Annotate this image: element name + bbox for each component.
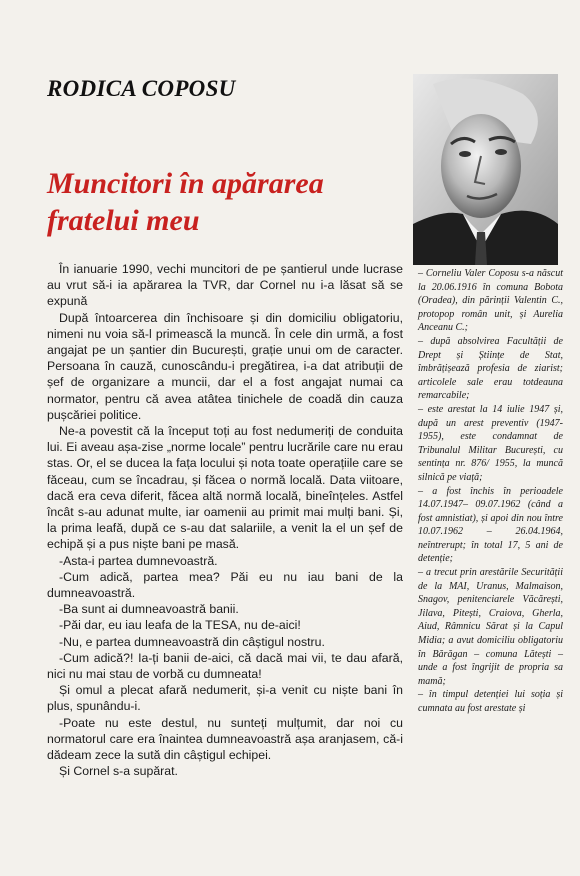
- caption-item: – a fost închis în perioadele 14.07.1947– 09.07.1962 (când a fost amnistiat), și apoi din nou între 10.07.1962 – 26.04.1964, neîntrerupt; în total 17, 5 ani de detenție;: [418, 485, 563, 565]
- dialogue-line: -Păi dar, eu iau leafa de la TESA, nu de-aici!: [59, 618, 301, 633]
- caption-item: – după absolvirea Facultății de Drept și Științe de Stat, îmbrățișează profesia de ziarist; articolele sale erau totdeauna remarcabile;: [418, 335, 563, 402]
- caption-item: – a trecut prin arestările Securității de la MAI, Uranus, Malmaison, Snagov, penitenciarele Văcărești, Jilava, Pitești, Craiova, Gherla, Aiud, Râmnicu Sărat și la Capul Midia; a avut domiciliu obligatoriu în Bărăgan – comuna Lătești – unde a fost îngrijit de propria sa mamă;: [418, 567, 563, 687]
- dialogue-line: -Cum adică, partea mea? Păi eu nu iau bani de la dumneavoastră.: [47, 569, 403, 601]
- article-author: RODICA COPOSU: [47, 76, 236, 101]
- body-paragraph: Și omul a plecat afară nedumerit, și-a venit cu niște bani în plus, spunându-i.: [47, 683, 403, 714]
- caption-item: – este arestat la 14 iulie 1947 și, după un arest preventiv (1947-1955), este condamnat de Tribunalul Militar București, cu sentința nr. 876/ 1955, la muncă silnică pe viață;: [418, 403, 563, 483]
- body-paragraph: În ianuarie 1990, vechi muncitori de pe șantierul unde lucrase au vrut să-i ia apărarea la TVR, dar Cornel nu i-a lăsat să se expună: [47, 262, 403, 309]
- dialogue-line: -Poate nu este destul, nu sunteți mulțumit, dar noi cu normatorul care era înaintea dumneavoastră așa aranjasem, că-i dădeam zece la sută din câștigul echipei.: [47, 715, 403, 763]
- title-line-2: fratelui meu: [47, 204, 200, 237]
- dialogue-line: -Asta-i partea dumnevoastră.: [59, 553, 218, 568]
- article-title: [47, 165, 387, 239]
- caption-item: – în timpul detenției lui soția și cumnata au fost arestate și: [418, 689, 563, 714]
- portrait-photo: [413, 74, 558, 265]
- body-paragraph: După întoarcerea din închisoare și din domiciliu obligatoriu, nimeni nu voia să-l primească la muncă. În cele din urmă, a fost angajat pe un șantier din București, grație unui om de caracter. Persoana în cauză, cunoscându-i pregătirea, i-a dat atribuții de șef de organizare a muncii, dar el a fost angajat numai ca normator, pentru că avea atâtea tinichele de coadă din cauza pușcăriei politice.: [47, 310, 403, 422]
- biography-caption: [418, 267, 563, 716]
- dialogue-line: -Nu, e partea dumneavoastră din câștigul nostru.: [59, 634, 325, 649]
- title-line-1: Muncitori în apărarea: [47, 167, 324, 200]
- body-paragraph: Și Cornel s-a supărat.: [59, 764, 178, 779]
- body-paragraph: Ne-a povestit că la început toți au fost nedumeriți de conduita lui. Ei aveau așa-zise „norme locale” pentru lucrările care nu erau stas. Or, el se ducea la fața locului și nota toate operațiile care se făceau, cum se încadrau, și făcea o normă locală. Data viitoare, dacă era ceva diferit, făcea altă normă locală, bineînțeles. Astfel încât s-au adunat multe, iar oamenii au primit mai mulți bani. Și, la prima leafă, după ce s-au dat salariile, a venit la el un șef de echipă și a pus niște bani pe masă.: [47, 424, 403, 552]
- caption-item: – Corneliu Valer Coposu s-a născut la 20.06.1916 în comuna Bobota (Oradea), din părinții Valentin C., protopop român unit, și Aurelia Anceanu C.;: [418, 268, 563, 334]
- dialogue-line: -Cum adică?! Ia-ți banii de-aici, că dacă mai vii, te dau afară, nici nu mai stau de vorbă cu dumneata!: [47, 650, 403, 682]
- article-body: [47, 261, 403, 780]
- dialogue-line: -Ba sunt ai dumneavoastră banii.: [59, 602, 239, 617]
